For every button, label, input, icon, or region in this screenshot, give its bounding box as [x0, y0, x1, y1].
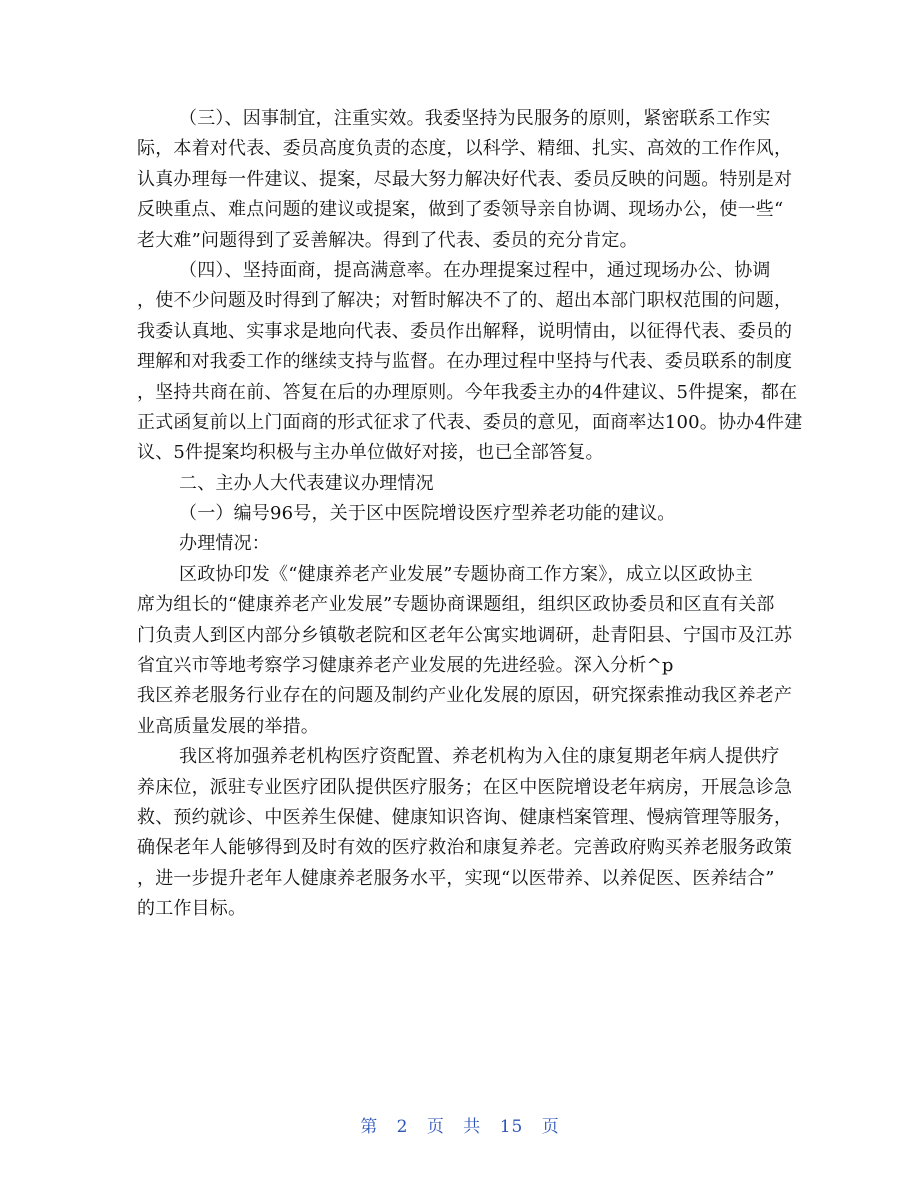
- text-line: 我委认真地、实事求是地向代表、委员作出解释，说明情由，以征得代表、委员的: [137, 320, 793, 342]
- text-line: 省宜兴市等地考察学习健康养老产业发展的先进经验。深入分析^p: [137, 655, 674, 677]
- page-footer: [0, 1112, 920, 1137]
- text-line: （一）编号96号，关于区中医院增设医疗型养老功能的建议。: [179, 503, 676, 525]
- footer-total-label: 共: [463, 1117, 482, 1137]
- document-body: [137, 104, 803, 925]
- footer-current-page: 2: [396, 1117, 409, 1137]
- text-line: ，进一步提升老年人健康养老服务水平，实现“以医带养、以养促医、医养结合”: [137, 867, 775, 889]
- text-line: 的工作目标。: [137, 898, 247, 920]
- text-line: 理解和对我委工作的继续支持与监督。在办理过程中坚持与代表、委员联系的制度: [137, 351, 793, 373]
- text-line: 老大难”问题得到了妥善解决。得到了代表、委员的充分肯定。: [137, 229, 638, 251]
- text-line: 我区将加强养老机构医疗资配置、养老机构为入住的康复期老年病人提供疗: [179, 746, 780, 768]
- text-line: 救、预约就诊、中医养生保健、健康知识咨询、健康档案管理、慢病管理等服务，: [137, 806, 793, 828]
- text-line: 二、主办人大代表建议办理情况: [179, 472, 434, 494]
- text-line: 正式函复前以上门面商的形式征求了代表、委员的意见，面商率达100。协办4件建: [137, 411, 803, 433]
- text-line: 确保老年人能够得到及时有效的医疗救治和康复养老。完善政府购买养老服务政策: [137, 837, 793, 859]
- text-line: ，使不少问题及时得到了解决；对暂时解决不了的、超出本部门职权范围的问题，: [137, 290, 793, 312]
- text-line: 办理情况：: [179, 533, 270, 555]
- text-line: 认真办理每一件建议、提案，尽最大努力解决好代表、委员反映的问题。特别是对: [137, 168, 793, 190]
- text-line: 门负责人到区内部分乡镇敬老院和区老年公寓实地调研，赴青阳县、宁国市及江苏: [137, 624, 793, 646]
- text-line: 我区养老服务行业存在的问题及制约产业化发展的原因，研究探索推动我区养老产: [137, 685, 793, 707]
- text-line: （四）、坚持面商，提高满意率。在办理提案过程中，通过现场办公、协调: [179, 259, 771, 281]
- text-line: 议、5件提案均积极与主办单位做好对接，也已全部答复。: [137, 442, 604, 464]
- text-line: 养床位，派驻专业医疗团队提供医疗服务；在区中医院增设老年病房，开展急诊急: [137, 776, 793, 798]
- text-line: （三）、因事制宜，注重实效。我委坚持为民服务的原则，紧密联系工作实: [179, 108, 771, 129]
- text-line: 席为组长的“健康养老产业发展”专题协商课题组，组织区政协委员和区直有关部: [137, 594, 775, 616]
- text-line: 际，本着对代表、委员高度负责的态度，以科学、精细、扎实、高效的工作作风，: [137, 138, 793, 160]
- text-line: 区政协印发《“健康养老产业发展”专题协商工作方案》，成立以区政协主: [179, 563, 754, 585]
- text-line: ，坚持共商在前、答复在后的办理原则。今年我委主办的4件建议、5件提案，都在: [137, 381, 798, 403]
- footer-page-unit: 页: [426, 1117, 445, 1137]
- footer-total-pages: 15: [499, 1117, 524, 1137]
- footer-total-unit: 页: [541, 1117, 560, 1137]
- text-line: 业高质量发展的举措。: [137, 715, 319, 737]
- footer-page-label: 第: [360, 1117, 379, 1137]
- text-line: 反映重点、难点问题的建议或提案，做到了委领导亲自协调、现场办公，使一些“: [137, 199, 784, 221]
